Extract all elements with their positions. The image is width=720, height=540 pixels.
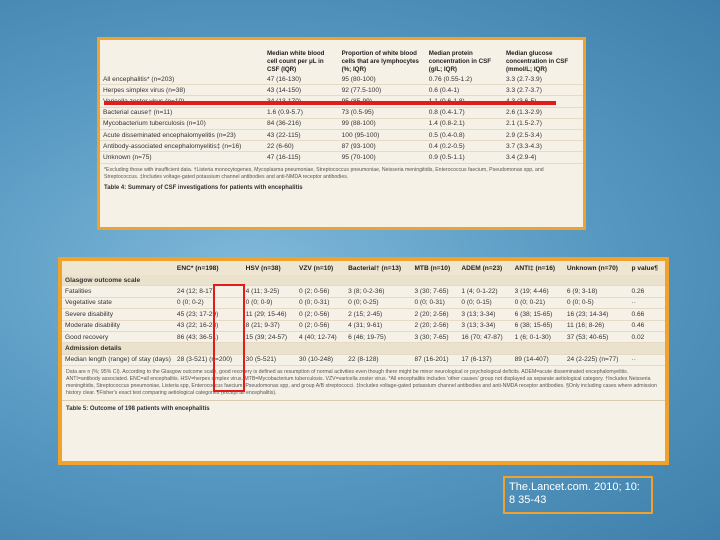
table-cell: 2.1 (1.5-2.7) [503, 118, 583, 129]
table-cell: 0 (0; 0-2) [174, 297, 243, 308]
hsv-column-highlight [213, 284, 245, 392]
table-cell: 6 (38; 15-65) [512, 320, 564, 331]
table-cell: 2 (15; 2-45) [345, 309, 411, 320]
header-cell: Unknown (n=70) [564, 261, 629, 275]
table-cell: 47 (16-115) [264, 152, 339, 163]
header-cell: Bacterial† (n=13) [345, 261, 411, 275]
table-caption: Table 4: Summary of CSF investigations for patients with encephalitis [104, 184, 303, 191]
table-cell: 0 (0; 0-21) [512, 297, 564, 308]
table-cell: 0.9 (0.5-1.1) [426, 152, 503, 163]
row-label: Acute disseminated encephalomyelitis (n=23) [100, 129, 264, 140]
table-cell: 0.4 (0.2-0.5) [426, 141, 503, 152]
table-cell: 2.6 (1.3-2.9) [503, 107, 583, 118]
table-cell: 15 (39; 24-57) [243, 331, 296, 342]
table-cell: 0.5 (0.4-0.8) [426, 129, 503, 140]
header-cell: MTB (n=10) [411, 261, 458, 275]
table-cell: 3 (19; 4-46) [512, 286, 564, 297]
table-cell: 43 (22-115) [264, 129, 339, 140]
table-caption: Table 5: Outcome of 198 patients with encephalitis [62, 400, 665, 412]
table-header-row [100, 40, 583, 74]
table-cell: 1.6 (0.9-5.7) [264, 107, 339, 118]
header-cell: ADEM (n=23) [458, 261, 511, 275]
table-cell: 16 (23; 14-34) [564, 309, 629, 320]
table-cell: 0.02 [629, 331, 665, 342]
table-cell: 28 (3-521) (n=200) [174, 354, 243, 365]
table-row [62, 297, 665, 308]
table-cell: 100 (95-100) [339, 129, 426, 140]
row-label: Mycobacterium tuberculosis (n=10) [100, 118, 264, 129]
table-cell: 3 (13; 3-34) [458, 309, 511, 320]
table-cell: 47 (16-130) [264, 74, 339, 85]
table-cell: 0.46 [629, 320, 665, 331]
table-cell: 3 (13; 3-34) [458, 320, 511, 331]
table-row [100, 118, 583, 129]
table-cell: 95 (80-100) [339, 74, 426, 85]
table-cell: 0 (0; 0-31) [411, 297, 458, 308]
table-cell: 0.76 (0.55-1.2) [426, 74, 503, 85]
table-cell: 1 (6; 0-1-30) [512, 331, 564, 342]
table-cell: 89 (14-407) [512, 354, 564, 365]
table-cell: 22 (8-128) [345, 354, 411, 365]
table-cell: 6 (46; 19-75) [345, 331, 411, 342]
table-cell: 2 (20; 2-56) [411, 320, 458, 331]
table-cell: 0 (2; 0-56) [296, 320, 345, 331]
table-cell: 95 (70-100) [339, 152, 426, 163]
row-label: Bacterial cause† (n=11) [100, 107, 264, 118]
table-cell: 2.9 (2.5-3.4) [503, 129, 583, 140]
table-cell: 73 (0.5-95) [339, 107, 426, 118]
table-cell: 0 (2; 0-56) [296, 286, 345, 297]
header-cell: ANTI‡ (n=16) [512, 261, 564, 275]
section-row [62, 275, 665, 286]
table-row [100, 74, 583, 85]
header-cell: p value¶ [629, 261, 665, 275]
row-label: Good recovery [62, 331, 174, 342]
header-cell: HSV (n=38) [243, 261, 296, 275]
table-cell: 3 (30; 7-65) [411, 286, 458, 297]
table-cell: 43 (14-150) [264, 85, 339, 96]
table-header-row [62, 261, 665, 275]
table-row [100, 129, 583, 140]
table-cell: 2 (20; 2-56) [411, 309, 458, 320]
table-cell: 24 (2-225) (n=77) [564, 354, 629, 365]
table-cell: 3 (30; 7-65) [411, 331, 458, 342]
row-label: Severe disability [62, 309, 174, 320]
table-cell: 3.4 (2.9-4) [503, 152, 583, 163]
header-cell: VZV (n=10) [296, 261, 345, 275]
header-cell: Median white blood cell count per μL in CSF (IQR) [267, 50, 325, 73]
header-cell [62, 261, 174, 275]
table-cell: 0.6 (0.4-1) [426, 85, 503, 96]
table-row [100, 141, 583, 152]
table-cell: 6 (9; 3-18) [564, 286, 629, 297]
row-label: All encephalitis* (n=203) [100, 74, 264, 85]
table-5-panel [58, 257, 669, 465]
section-heading: Admission details [62, 343, 665, 354]
table-cell: 0 (0; 0-5) [564, 297, 629, 308]
table-cell: 8 (21; 9-37) [243, 320, 296, 331]
header-cell: Median protein concentration in CSF (g/L; IQR) [428, 50, 492, 73]
table-cell: 0 (2; 0-56) [296, 309, 345, 320]
table-cell: 11 (29; 15-46) [243, 309, 296, 320]
table-cell: 87 (93-100) [339, 141, 426, 152]
table-cell: 3 (8; 0-2-36) [345, 286, 411, 297]
table-cell: ·· [629, 297, 665, 308]
table-cell: 3.3 (2.7-3.9) [503, 74, 583, 85]
row-label: Median length (range) of stay (days) [62, 354, 174, 365]
row-label: Herpes simplex virus (n=38) [100, 85, 264, 96]
header-cell: Median glucose concentration in CSF (mmol/L; IQR) [505, 50, 569, 73]
table-cell: 30 (5-521) [243, 354, 296, 365]
outcome-table [62, 261, 665, 366]
table-4-panel [97, 37, 586, 230]
table-row [100, 85, 583, 96]
table-row [100, 107, 583, 118]
table-cell: 45 (23; 17-29) [174, 309, 243, 320]
table-cell: ·· [629, 354, 665, 365]
header-cell: Proportion of white blood cells that are lymphocytes (%; IQR) [341, 50, 419, 73]
table-cell: 4 (40; 12-74) [296, 331, 345, 342]
table-body [100, 74, 583, 163]
table-cell: 24 (12; 8-17) [174, 286, 243, 297]
table-cell: 4 (31; 9-61) [345, 320, 411, 331]
table-cell: 37 (53; 40-65) [564, 331, 629, 342]
table-cell: 92 (77.5-100) [339, 85, 426, 96]
table-row [62, 309, 665, 320]
table-body [62, 275, 665, 366]
row-label: Vegetative state [62, 297, 174, 308]
citation-text: The.Lancet.com. 2010; 10: 8 35-43 [503, 476, 653, 514]
header-cell [100, 40, 264, 74]
table-cell: 99 (88-100) [339, 118, 426, 129]
table-cell: 11 (16; 8-26) [564, 320, 629, 331]
highlight-underline [104, 101, 556, 105]
table-cell: 22 (6-60) [264, 141, 339, 152]
table-cell: 0 (0; 0-9) [243, 297, 296, 308]
table-cell: 16 (70; 47-87) [458, 331, 511, 342]
table-row [62, 286, 665, 297]
table-cell: 1 (4; 0-1-22) [458, 286, 511, 297]
table-row [100, 152, 583, 163]
row-label: Antibody-associated encephalomyelitis‡ (n=16) [100, 141, 264, 152]
row-label: Unknown (n=75) [100, 152, 264, 163]
table-cell: 1.4 (0.8-2.1) [426, 118, 503, 129]
table-cell: 87 (16-201) [411, 354, 458, 365]
row-label: Fatalities [62, 286, 174, 297]
section-row [62, 343, 665, 354]
table-footnote: Data are n (%; 95% CI). According to the Glasgow outcome scale, good recovery is defined as resumption of normal activities even though there might be minor neurological or psychological deficits. ADEM=acute disseminated encephalomyelitis. ANTI=antibody associated. ENC=all encephalitis. HSV=herpes simplex virus. MTB=Mycobacterium tuberculosis. VZV=varicella zoster virus. *All encephalitis includes 'other causes' group not displayed as separate aetiological category. †Includes Neisseria meningitidis, Streptococcus pneumoniae, Listeria spp, Enterococcus faecium, Pseudomonas spp, and group A/B streptococci. ‡Includes voltage-gated potassium channel antibodies and anti-NMDA receptor antibodies. §Only including cases where admission history clear. ¶Fisher's exact test comparing aetiological categories (except all encephalitis). [66, 369, 657, 397]
table-cell: 0.8 (0.4-1.7) [426, 107, 503, 118]
table-cell: 4 (11; 3-25) [243, 286, 296, 297]
table-cell: 0 (0; 0-25) [345, 297, 411, 308]
table-cell: 30 (10-248) [296, 354, 345, 365]
header-cell: ENC* (n=198) [174, 261, 243, 275]
table-row [62, 331, 665, 342]
table-cell: 86 (43; 36-51) [174, 331, 243, 342]
table-cell: 0 (0; 0-15) [458, 297, 511, 308]
table-row [62, 320, 665, 331]
table-cell: 0.66 [629, 309, 665, 320]
table-cell: 3.7 (3.3-4.3) [503, 141, 583, 152]
table-row [62, 354, 665, 365]
table-cell: 43 (22; 16-28) [174, 320, 243, 331]
table-footnote: *Excluding those with insufficient data. †Listeria monocytogenes, Mycoplasma pneumoniae, Streptococcus pneumoniae, Neisseria meningitidis, Enterococcus faecium, Pseudomonas spp, and Streptococcus. ‡Includes voltage-gated potassium channel antibodies and anti-NMDA receptor antibodies. [104, 166, 544, 180]
table-cell: 0.26 [629, 286, 665, 297]
table-cell: 3.3 (2.7-3.7) [503, 85, 583, 96]
row-label: Moderate disability [62, 320, 174, 331]
table-cell: 6 (38; 15-65) [512, 309, 564, 320]
table-cell: 0 (0; 0-31) [296, 297, 345, 308]
table-cell: 84 (36-216) [264, 118, 339, 129]
section-heading: Glasgow outcome scale [62, 275, 665, 286]
table-cell: 17 (6-137) [458, 354, 511, 365]
